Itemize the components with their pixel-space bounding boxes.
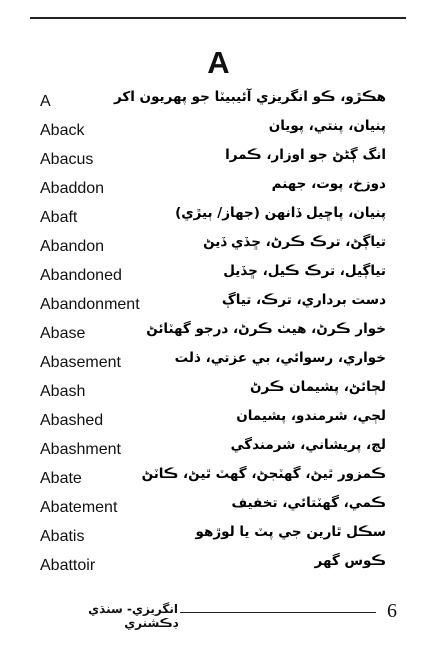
entry-headword: Abashment: [40, 441, 121, 458]
entry-definition: خوار ڪرڻ، هيٺ ڪرڻ، درجو گهٽائڻ: [146, 321, 386, 337]
page-number: 6: [387, 600, 397, 622]
dictionary-entry: [0, 262, 438, 291]
entry-definition: پنيان، پاڇيل ڏانهن (جهاز/ ٻيڙي): [175, 205, 386, 221]
entry-headword: Abase: [40, 325, 86, 342]
entry-definition: ڪوس گهر: [314, 553, 386, 569]
dictionary-entry: [0, 436, 438, 465]
entry-definition: ڪمي، گهٽتائي، تخفيف: [231, 495, 386, 511]
entry-headword: Abatis: [40, 528, 85, 545]
entry-headword: Abacus: [40, 151, 94, 168]
entry-headword: Abandon: [40, 238, 105, 255]
page-footer: [0, 600, 438, 630]
top-rule: [30, 17, 406, 19]
entry-headword: Abasement: [40, 354, 121, 371]
dictionary-entry: [0, 465, 438, 494]
entry-headword: Abaddon: [40, 180, 105, 197]
entry-definition: دست برداري، ترڪ، تياڳ: [221, 292, 386, 308]
section-letter: A: [207, 45, 231, 80]
entry-headword: A: [40, 93, 51, 110]
entry-list: [0, 88, 438, 581]
entry-definition: دوزخ، پوت، جهنم: [271, 176, 386, 192]
dictionary-entry: [0, 117, 438, 146]
entry-definition: تياڳڻ، ترڪ ڪرڻ، ڇڏي ڏيڻ: [203, 234, 386, 250]
entry-definition: سڪل ٿارين جي پٽ يا لوڙهو: [195, 524, 386, 540]
entry-headword: Abatement: [40, 499, 118, 516]
dictionary-entry: [0, 494, 438, 523]
dictionary-entry: [0, 378, 438, 407]
entry-definition: لڄائڻ، پشيمان ڪرڻ: [250, 379, 386, 395]
entry-definition: لڄي، شرمندو، پشيمان: [236, 408, 386, 424]
dictionary-entry: [0, 523, 438, 552]
entry-headword: Abate: [40, 470, 82, 487]
entry-headword: Abash: [40, 383, 86, 400]
dictionary-title: انگريزي- سنڌي ڊڪشنري: [88, 602, 178, 630]
dictionary-entry: [0, 291, 438, 320]
dictionary-entry: [0, 146, 438, 175]
dictionary-entry: [0, 175, 438, 204]
entry-definition: لڄ، پريشاني، شرمندگي: [230, 437, 386, 453]
entry-definition: تياڳيل، ترڪ ڪيل، ڇڏيل: [223, 263, 386, 279]
dictionary-entry: [0, 552, 438, 581]
dictionary-entry: [0, 88, 438, 117]
entry-headword: Abaft: [40, 209, 78, 226]
entry-definition: خواري، رسوائي، بي عزتي، ذلت: [174, 350, 386, 366]
entry-definition: انگ ڳڻڻ جو اوزار، ڪمرا: [225, 147, 386, 163]
entry-headword: Abandoned: [40, 267, 122, 284]
dictionary-entry: [0, 407, 438, 436]
dictionary-entry: [0, 204, 438, 233]
dictionary-entry: [0, 349, 438, 378]
entry-definition: پنيان، پنتي، پويان: [268, 118, 386, 134]
entry-headword: Abattoir: [40, 557, 96, 574]
footer-rule: [180, 612, 376, 613]
entry-headword: Aback: [40, 122, 85, 139]
entry-definition: ڪمزور ٿيڻ، گهٽجڻ، گهٽ ٿيڻ، ڪاٽڻ: [141, 466, 386, 482]
entry-headword: Abashed: [40, 412, 104, 429]
dictionary-entry: [0, 233, 438, 262]
entry-headword: Abandonment: [40, 296, 140, 313]
entry-definition: هڪڙو، ڪو انگريزي آئيبيٽا جو پهريون اکر: [113, 89, 386, 105]
dictionary-entry: [0, 320, 438, 349]
